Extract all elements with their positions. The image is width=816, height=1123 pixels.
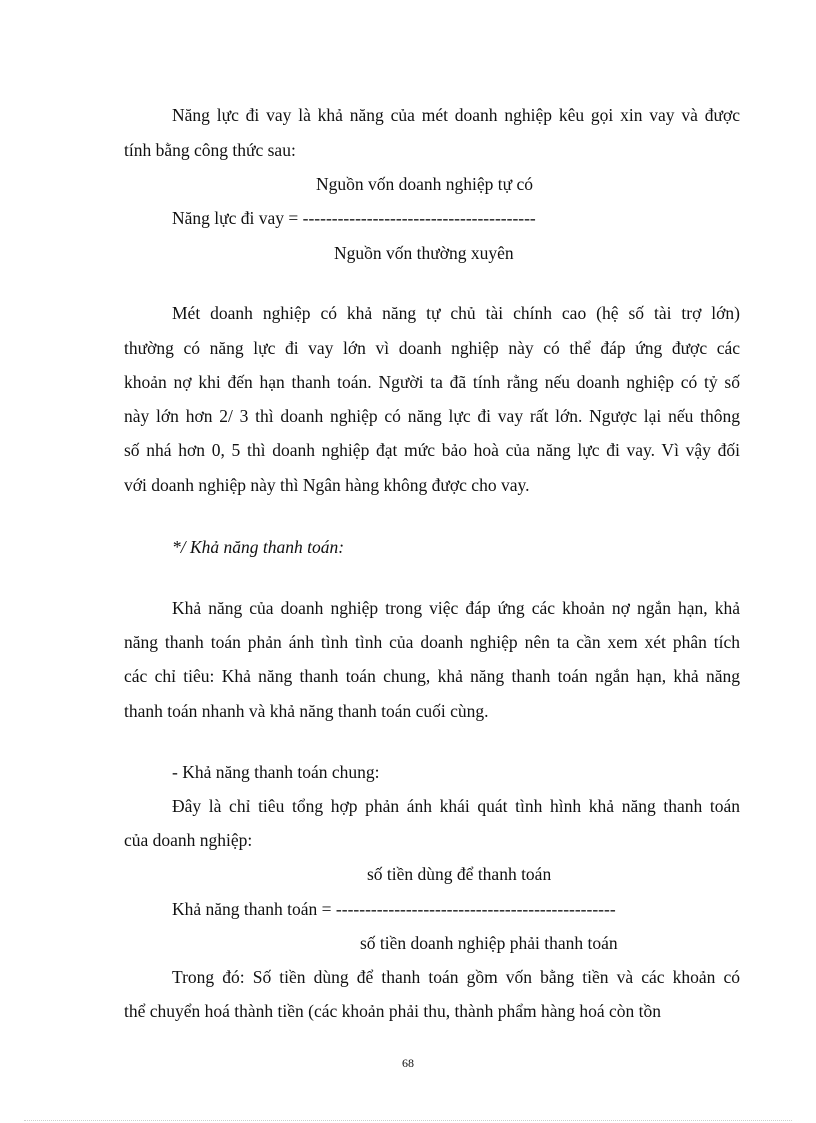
page-bottom-divider bbox=[24, 1120, 792, 1121]
paragraph-2-line-6: với doanh nghiệp này thì Ngân hàng không được cho vay. bbox=[124, 475, 530, 495]
formula-2-lhs: Khả năng thanh toán = ------------------------------------------------ bbox=[172, 899, 616, 919]
section-heading: */ Khả năng thanh toán: bbox=[172, 537, 345, 557]
paragraph-2-line-3: khoản nợ khi đến hạn thanh toán. Người ta đã tính rằng nếu doanh nghiệp có tỷ số bbox=[124, 372, 740, 392]
paragraph-4-line-2: của doanh nghiệp: bbox=[124, 830, 253, 850]
formula-2-denominator: số tiền doanh nghiệp phải thanh toán bbox=[360, 933, 618, 953]
paragraph-2-line-2: thường có năng lực đi vay lớn vì doanh nghiệp này có thể đáp ứng được các bbox=[124, 338, 740, 358]
formula-1-numerator: Nguồn vốn doanh nghiệp tự có bbox=[316, 174, 534, 194]
paragraph-4-line-1: Đây là chỉ tiêu tổng hợp phản ánh khái quát tình hình khả năng thanh toán bbox=[172, 796, 740, 816]
page-number: 68 bbox=[402, 1056, 414, 1070]
paragraph-3-line-1: Khả năng của doanh nghiệp trong việc đáp ứng các khoản nợ ngắn hạn, khả bbox=[172, 598, 740, 618]
paragraph-2-line-5: số nhá hơn 0, 5 thì doanh nghiệp đạt mức bảo hoà của năng lực đi vay. Vì vậy đối bbox=[124, 440, 740, 460]
paragraph-1-line-2: tính bằng công thức sau: bbox=[124, 140, 296, 160]
paragraph-5-line-1: Trong đó: Số tiền dùng để thanh toán gồm vốn bằng tiền và các khoản có bbox=[172, 967, 740, 987]
subheading: - Khả năng thanh toán chung: bbox=[172, 762, 380, 782]
formula-1-denominator: Nguồn vốn thường xuyên bbox=[334, 243, 514, 263]
paragraph-2-line-1: Mét doanh nghiệp có khả năng tự chủ tài chính cao (hệ số tài trợ lớn) bbox=[172, 303, 740, 323]
paragraph-3-line-4: thanh toán nhanh và khả năng thanh toán cuối cùng. bbox=[124, 701, 489, 721]
paragraph-5-line-2: thể chuyển hoá thành tiền (các khoản phải thu, thành phẩm hàng hoá còn tồn bbox=[124, 1001, 661, 1021]
paragraph-3-line-2: năng thanh toán phản ánh tình tình của doanh nghiệp nên ta cần xem xét phân tích bbox=[124, 632, 740, 652]
paragraph-3-line-3: các chỉ tiêu: Khả năng thanh toán chung, khả năng thanh toán ngắn hạn, khả năng bbox=[124, 666, 740, 686]
formula-2-numerator: số tiền dùng để thanh toán bbox=[367, 864, 552, 884]
formula-1-lhs: Năng lực đi vay = ---------------------------------------- bbox=[172, 208, 536, 228]
paragraph-1-line-1: Năng lực đi vay là khả năng của mét doanh nghiệp kêu gọi xin vay và được bbox=[172, 105, 740, 125]
paragraph-2-line-4: này lớn hơn 2/ 3 thì doanh nghiệp có năng lực đi vay rất lớn. Ngược lại nếu thông bbox=[124, 406, 740, 426]
